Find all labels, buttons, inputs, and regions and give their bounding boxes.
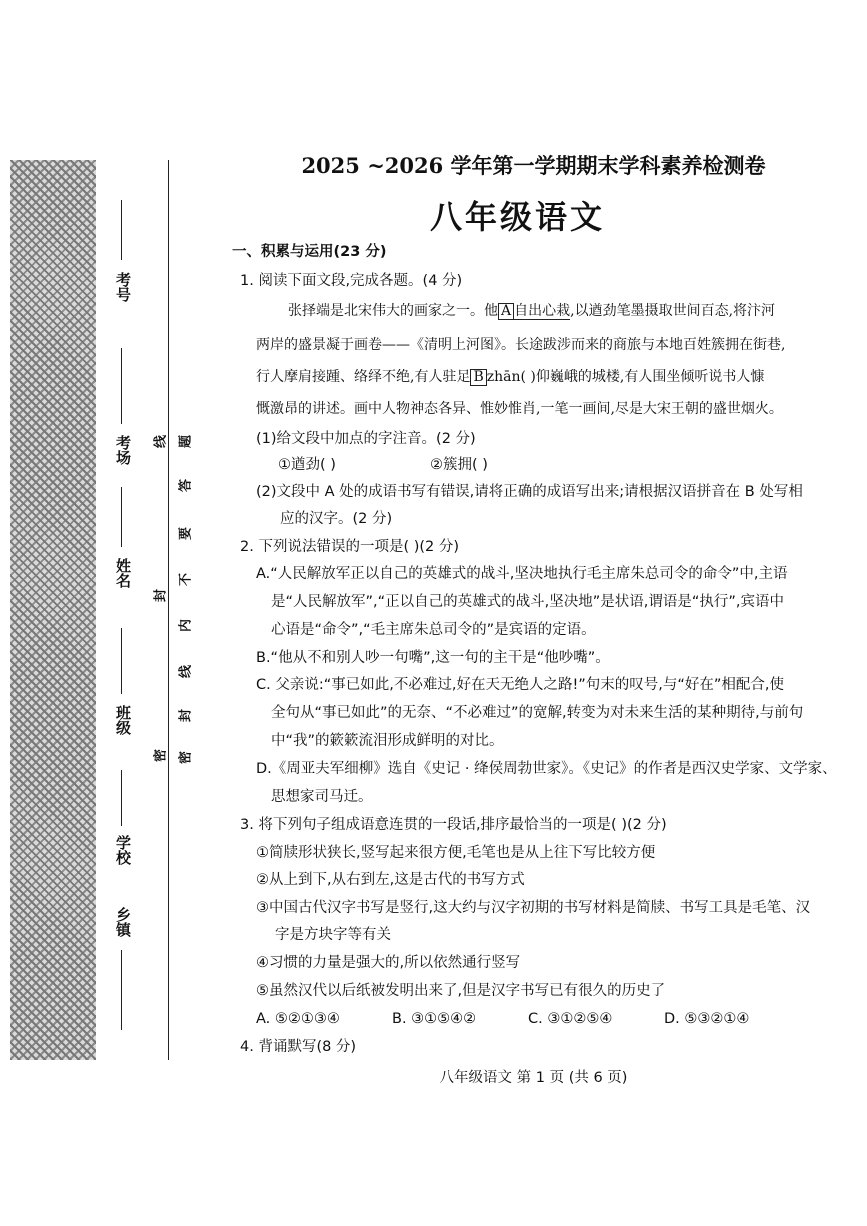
seal-inner-char: 答	[178, 479, 194, 493]
q3-option-b[interactable]: B. ③①⑤④②	[392, 1011, 477, 1027]
q1-sub2-line1: (2)文段中 A 处的成语书写有错误,请将正确的成语写出来;请根据汉语拼音在 B 处写相	[256, 484, 803, 500]
exam-title: 2025 ~2026 学年第一学期期末学科素养检测卷	[301, 153, 766, 178]
q1-passage-line2: 两岸的盛景凝于画卷——《清明上河图》。长途跋涉而来的商旅与本地百姓簇拥在街巷,	[256, 337, 786, 353]
label-town: 乡镇	[114, 907, 132, 937]
q1-passage-text: ,以遒劲笔墨摄取世间百态,将汴河	[570, 303, 776, 319]
q3-sentence-5: ⑤虽然汉代以后纸被发明出来了,但是汉字书写已有很久的历史了	[256, 983, 666, 999]
q1-passage-line4: 慨激昂的讲述。画中人物神态各异、惟妙惟肖,一笔一画间,尽是大宋王朝的盛世烟火。	[256, 401, 783, 417]
q2-option-a-line2: 是“人民解放军”,“正以自己的英雄式的战斗,坚决地”是状语,谓语是“执行”,宾语中	[271, 594, 785, 610]
subject-title: 八年级语文	[430, 198, 606, 236]
blank-exam-room	[121, 348, 122, 424]
seal-inner-char: 不	[178, 573, 194, 587]
seal-inner-char: 封	[178, 709, 194, 723]
seal-outer-char: 线	[153, 435, 169, 449]
seal-inner-char: 要	[178, 527, 194, 541]
q1-sub1: (1)给文段中加点的字注音。(2 分)	[256, 431, 476, 447]
q3-sentence-2: ②从上到下,从右到左,这是古代的书写方式	[256, 872, 525, 888]
blank-class	[121, 628, 122, 694]
label-exam-room: 考场	[114, 435, 132, 465]
label-name: 姓名	[114, 558, 132, 588]
q1-sub2-line2: 应的汉字。(2 分)	[280, 511, 393, 527]
q3-sentence-3-line2: 字是方块字等有关	[275, 927, 391, 943]
q2-option-c-line3: 中“我”的簌簌流泪形成鲜明的对比。	[271, 733, 504, 749]
q3-sentence-4: ④习惯的力量是强大的,所以依然通行竖写	[256, 955, 521, 971]
blank-town	[121, 950, 122, 1030]
q2-option-a-line1: A.“人民解放军正以自己的英雄式的战斗,坚决地执行毛主席朱总司令的命令”中,主语	[256, 566, 788, 582]
seal-inner-char: 密	[178, 751, 194, 765]
q2-option-d-line1: D.《周亚夫军细柳》选自《史记 · 绛侯周勃世家》。《史记》的作者是西汉史学家、文学家、	[256, 761, 837, 777]
q2-option-c-line1: C. 父亲说:“事已如此,不必难过,好在天无绝人之路!”句末的叹号,与“好在”相配合,使	[256, 677, 785, 693]
label-class: 班级	[114, 705, 132, 735]
q3-stem: 3. 将下列句子组成语意连贯的一段话,排序最恰当的一项是( )(2 分)	[240, 817, 667, 833]
label-exam-number: 考号	[114, 272, 132, 302]
seal-inner-char: 题	[178, 435, 194, 449]
q3-option-c[interactable]: C. ③①②⑤④	[528, 1011, 613, 1027]
label-school: 学校	[114, 835, 132, 865]
q2-stem: 2. 下列说法错误的一项是( )(2 分)	[240, 539, 460, 555]
seal-inner-char: 内	[178, 619, 194, 633]
blank-exam-number	[121, 200, 122, 260]
q1-passage-line3	[256, 368, 764, 386]
q1-passage-text: 张择端是北宋伟大的画家之一。他	[288, 303, 498, 319]
q4-stem: 4. 背诵默写(8 分)	[240, 1039, 357, 1055]
seal-line	[168, 160, 169, 1060]
q1-passage-text: 仰巍峨的城楼,有人围坐倾听说书人慷	[535, 369, 765, 385]
q2-option-d-line2: 思想家司马迁。	[271, 789, 373, 805]
blank-name	[121, 487, 122, 547]
q2-option-c-line2: 全句从“事已如此”的无奈、“不必难过”的宽解,转变为对未来生活的某种期待,与前句	[271, 705, 804, 721]
q1-sub1-option2[interactable]: ②簇拥( )	[430, 457, 488, 473]
box-a-marker: A	[498, 303, 514, 320]
box-b-marker: B	[470, 369, 486, 386]
q3-option-d[interactable]: D. ⑤③②①④	[664, 1011, 750, 1027]
seal-outer-char: 封	[153, 589, 169, 603]
q2-option-a-line3: 心语是“命令”,“毛主席朱总司令的”是宾语的定语。	[271, 622, 596, 638]
q3-sentence-3-line1: ③中国古代汉字书写是竖行,这大约与汉字初期的书写材料是简牍、书写工具是毛笔、汉	[256, 900, 811, 916]
pinyin-blank[interactable]: zhān( )	[486, 369, 536, 385]
blank-school	[121, 770, 122, 826]
q2-option-b: B.“他从不和别人吵一句嘴”,这一句的主干是“他吵嘴”。	[256, 650, 610, 666]
q1-sub1-option1[interactable]: ①遒劲( )	[278, 457, 336, 473]
q3-sentence-1: ①简牍形状狭长,竖写起来很方便,毛笔也是从上往下写比较方便	[256, 845, 656, 861]
q1-passage-line1	[288, 302, 775, 320]
q1-idiom: 自出心栽	[514, 303, 571, 319]
q3-option-a[interactable]: A. ⑤②①③④	[256, 1011, 340, 1027]
seal-inner-char: 线	[178, 665, 194, 679]
page-footer: 八年级语文 第 1 页 (共 6 页)	[439, 1070, 628, 1086]
seal-outer-char: 密	[153, 749, 169, 763]
q1-stem: 1. 阅读下面文段,完成各题。(4 分)	[240, 273, 463, 289]
section-heading: 一、积累与运用(23 分)	[232, 244, 387, 260]
binding-pattern	[10, 160, 96, 1060]
q1-passage-text: 行人摩肩接踵、络绎不绝,有人驻足	[256, 369, 471, 385]
